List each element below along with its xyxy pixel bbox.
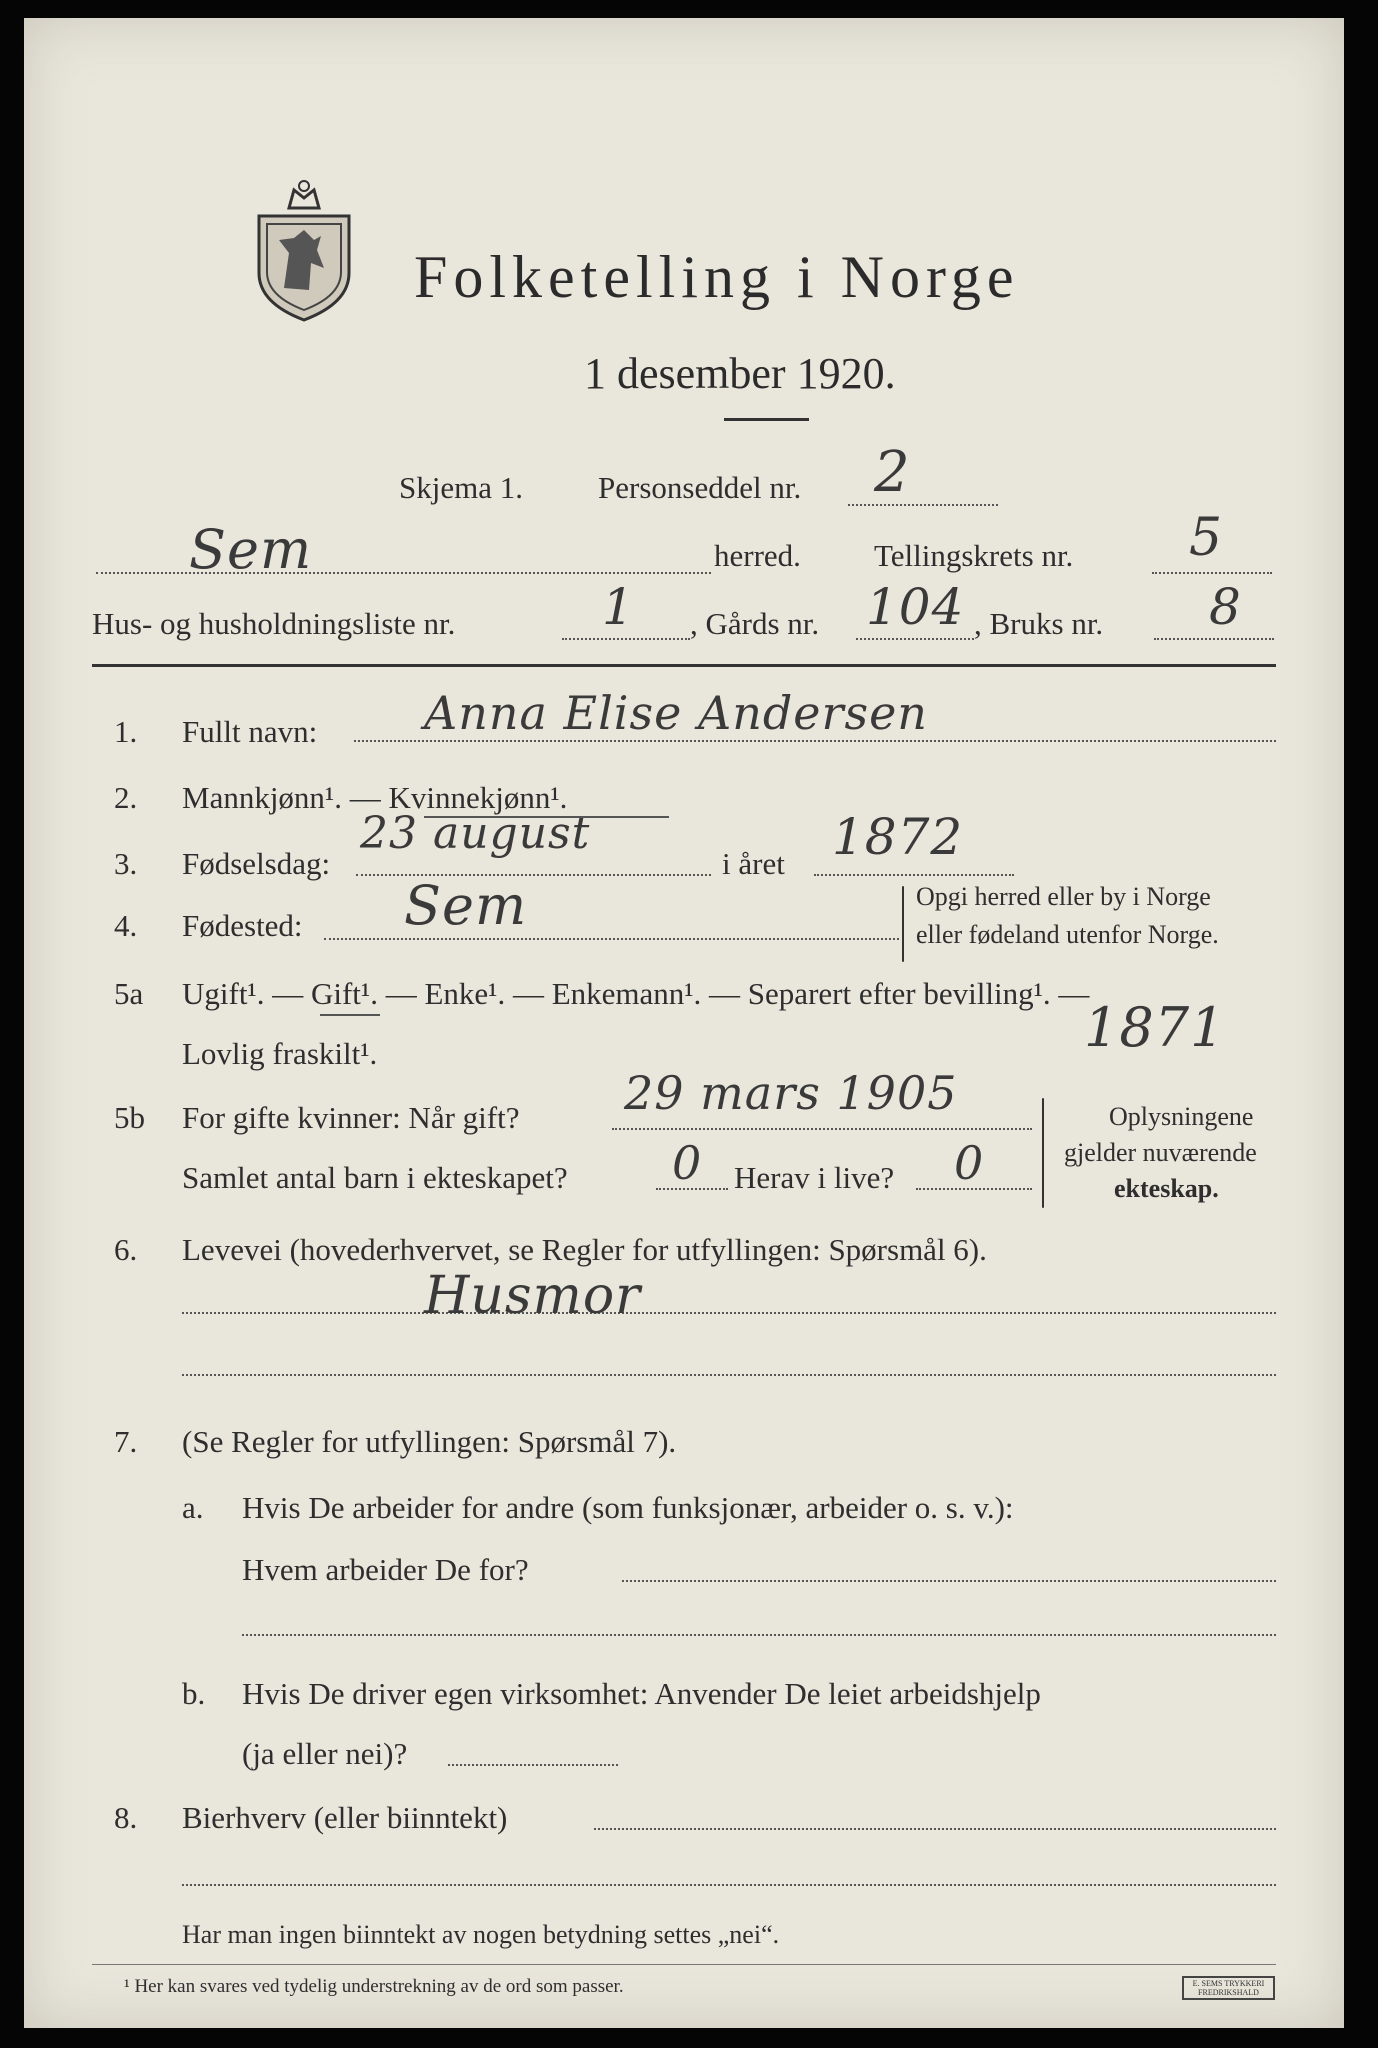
q4-number: 4. [114,908,138,943]
q5b-children-label: Samlet antal barn i ekteskapet? [182,1160,568,1195]
bruks-label: , Bruks nr. [974,606,1104,641]
q7a-label-2: Hvem arbeider De for? [242,1552,529,1587]
q4-brace [902,886,904,962]
birth-year-value[interactable]: 1872 [832,808,964,866]
q5b-alive-label: Herav i live? [734,1160,895,1195]
bruks-line [1154,638,1274,640]
tellingskrets-line [1152,572,1272,574]
q3-year-line [814,874,1014,876]
full-name-value[interactable]: Anna Elise Andersen [424,686,928,740]
husliste-label: Hus- og husholdningsliste nr. [92,606,456,641]
tellingskrets-value[interactable]: 5 [1189,508,1224,568]
footnote-rule [92,1964,1276,1965]
q7a-number: a. [182,1490,204,1525]
tellingskrets-label: Tellingskrets nr. [874,538,1074,573]
q6-label: Levevei (hovederhvervet, se Regler for utfyllingen: Spørsmål 6). [182,1232,987,1267]
q1-line [354,740,1276,742]
q4-note-line1: Opgi herred eller by i Norge [916,882,1211,911]
q4-line [324,938,899,940]
gift-underline [320,1014,380,1016]
marital-status-options: Ugift¹. — Gift¹. — Enke¹. — Enkemann¹. — Separert efter bevilling¹. — [182,976,1090,1011]
census-form [24,18,1344,2028]
q7a-line-1 [622,1580,1276,1582]
gards-line [856,638,974,640]
header-rule [92,664,1276,667]
husliste-value[interactable]: 1 [602,578,635,636]
q1-label: Fullt navn: [182,714,318,749]
gards-value[interactable]: 104 [866,578,965,636]
gards-label: , Gårds nr. [690,606,820,641]
q5b-note-line1: Oplysningene [1109,1102,1254,1131]
personseddel-label: Personseddel nr. [598,470,802,505]
q3-year-label: i året [722,846,785,881]
q6-line-1 [182,1312,1276,1314]
birthday-value[interactable]: 23 august [360,808,591,859]
q7b-label-2: (ja eller nei)? [242,1736,408,1771]
marriage-date-value[interactable]: 29 mars 1905 [624,1066,958,1120]
q5a-number: 5a [114,976,144,1011]
q8-number: 8. [114,1800,138,1835]
q5b-note-line2: gjelder nuværende [1064,1138,1257,1167]
q7a-label: Hvis De arbeider for andre (som funksjonær, arbeider o. s. v.): [242,1490,1014,1525]
title-divider [724,418,809,421]
q5a-handwritten-year[interactable]: 1871 [1084,996,1226,1059]
children-total-value[interactable]: 0 [672,1136,703,1190]
q7b-label: Hvis De driver egen virksomhet: Anvender De leiet arbeidshjelp [242,1676,1041,1711]
bruks-value[interactable]: 8 [1209,578,1242,636]
coat-of-arms-icon [249,178,359,323]
herred-label: herred. [714,538,801,573]
occupation-value[interactable]: Husmor [424,1266,641,1326]
q8-line-1 [594,1828,1276,1830]
personseddel-value[interactable]: 2 [874,440,911,505]
q4-note-line2: eller fødeland utenfor Norge. [916,920,1219,949]
children-alive-value[interactable]: 0 [954,1136,985,1190]
q3-number: 3. [114,846,138,881]
q7-label: (Se Regler for utfyllingen: Spørsmål 7). [182,1424,677,1459]
footnote: ¹ Her kan svares ved tydelig understrekning av de ord som passer. [124,1976,624,1997]
q7b-line [448,1764,618,1766]
q7b-number: b. [182,1676,206,1711]
form-date: 1 desember 1920. [584,349,896,398]
personseddel-line [848,504,998,506]
q4-label: Fødested: [182,908,303,943]
q3-label: Fødselsdag: [182,846,331,881]
q5a-label-2: Lovlig fraskilt¹. [182,1036,378,1071]
birthplace-value[interactable]: Sem [404,874,528,937]
q7-number: 7. [114,1424,138,1459]
herred-value[interactable]: Sem [189,518,313,581]
printer-stamp: E. SEMS TRYKKERI FREDRIKSHALD [1182,1976,1275,2000]
gender-options: Mannkjønn¹. — Kvinnekjønn¹. [182,780,568,815]
q8-label: Bierhverv (eller biinntekt) [182,1800,508,1835]
form-title: Folketelling i Norge [414,244,1020,310]
q5b-number: 5b [114,1100,145,1135]
skjema-label: Skjema 1. [399,470,523,505]
q5b-line [612,1128,1032,1130]
q5b-label: For gifte kvinner: Når gift? [182,1100,520,1135]
q2-number: 2. [114,780,138,815]
q5b-brace [1042,1098,1044,1208]
q6-number: 6. [114,1232,138,1267]
q6-line-2 [182,1374,1276,1376]
q8-line-2 [182,1884,1276,1886]
q1-number: 1. [114,714,138,749]
q5b-note-line3: ekteskap. [1114,1174,1219,1203]
q8-note: Har man ingen biinntekt av nogen betydning settes „nei“. [182,1920,780,1949]
q7a-line-2 [242,1634,1276,1636]
husliste-line [562,638,690,640]
